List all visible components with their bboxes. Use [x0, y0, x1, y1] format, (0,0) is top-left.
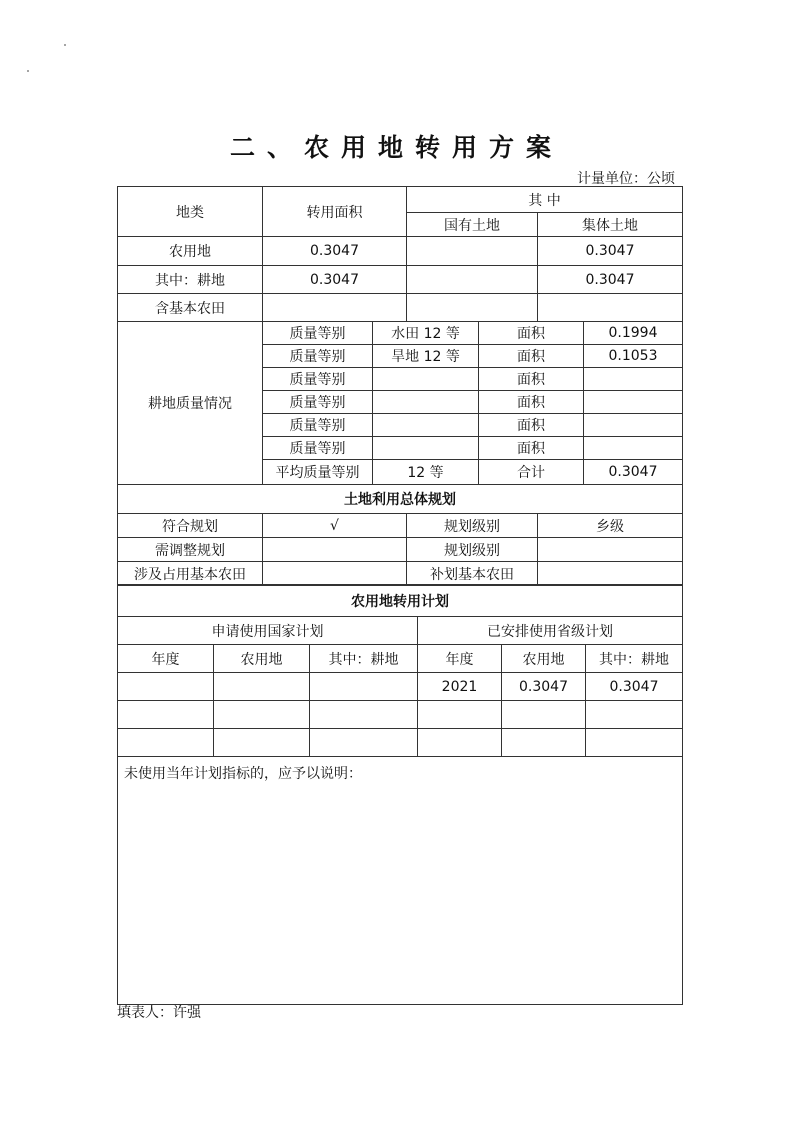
quality-grade — [373, 368, 479, 391]
planning-header: 土地利用总体规划 — [118, 485, 683, 514]
unused-plan-note — [118, 757, 683, 1005]
converted-area-value: 0.3047 — [263, 266, 407, 294]
national-plan-header: 申请使用国家计划 — [118, 617, 418, 645]
quality-key: 质量等别 — [263, 391, 373, 414]
planning-level-value: 乡级 — [538, 514, 683, 538]
note-text: 未使用当年计划指标的，应予以说明： — [124, 766, 362, 782]
area-key: 面积 — [479, 437, 584, 460]
measurement-unit: 计量单位：公顷 — [577, 171, 675, 187]
header-state-land: 国有土地 — [407, 213, 538, 237]
page-title: 二、农用地转用方案 — [229, 133, 563, 162]
state-land-value — [407, 294, 538, 322]
area-key: 面积 — [479, 391, 584, 414]
area-value — [584, 368, 683, 391]
collective-land-value: 0.3047 — [538, 266, 683, 294]
table-row — [118, 538, 683, 562]
table-row — [118, 322, 683, 345]
header-collective-land: 集体土地 — [538, 213, 683, 237]
quality-label: 耕地质量情况 — [118, 322, 263, 485]
header-among: 其 中 — [407, 187, 683, 213]
table-cell — [310, 673, 418, 701]
area-value — [584, 414, 683, 437]
quality-grade — [373, 391, 479, 414]
quality-key: 质量等别 — [263, 437, 373, 460]
table-cell — [502, 701, 586, 729]
table-cell: 0.3047 — [502, 673, 586, 701]
converted-area-value — [263, 294, 407, 322]
col-year: 年度 — [118, 645, 214, 673]
state-land-value — [407, 266, 538, 294]
state-land-value — [407, 237, 538, 266]
collective-land-value — [538, 294, 683, 322]
provincial-plan-header: 已安排使用省级计划 — [418, 617, 683, 645]
col-agricultural: 农用地 — [502, 645, 586, 673]
table-cell — [418, 729, 502, 757]
area-value — [584, 437, 683, 460]
area-value — [584, 391, 683, 414]
collective-land-value: 0.3047 — [538, 237, 683, 266]
area-value: 0.3047 — [584, 460, 683, 485]
conversion-table — [117, 186, 683, 485]
table-row — [118, 266, 683, 294]
table-row — [118, 514, 683, 538]
table-cell — [118, 701, 214, 729]
area-value: 0.1053 — [584, 345, 683, 368]
scan-speck — [64, 44, 66, 46]
table-header-row — [118, 645, 683, 673]
quality-grade — [373, 414, 479, 437]
area-key: 面积 — [479, 322, 584, 345]
quality-grade — [373, 437, 479, 460]
table-row — [118, 562, 683, 586]
quality-key: 质量等别 — [263, 345, 373, 368]
quality-key: 质量等别 — [263, 414, 373, 437]
table-cell — [586, 701, 683, 729]
quality-key: 质量等别 — [263, 368, 373, 391]
planning-level-label: 规划级别 — [407, 538, 538, 562]
table-cell — [418, 701, 502, 729]
table-cell — [118, 673, 214, 701]
planning-level-label: 规划级别 — [407, 514, 538, 538]
table-row — [118, 701, 683, 729]
area-value: 0.1994 — [584, 322, 683, 345]
table-cell — [118, 729, 214, 757]
planning-label: 符合规划 — [118, 514, 263, 538]
col-cultivated: 其中：耕地 — [586, 645, 683, 673]
col-year: 年度 — [418, 645, 502, 673]
planning-level-label: 补划基本农田 — [407, 562, 538, 586]
header-land-type: 地类 — [118, 187, 263, 237]
plan-table — [117, 584, 683, 1005]
area-key: 合计 — [479, 460, 584, 485]
planning-mark — [263, 538, 407, 562]
quality-grade: 12 等 — [373, 460, 479, 485]
row-label: 含基本农田 — [118, 294, 263, 322]
col-agricultural: 农用地 — [214, 645, 310, 673]
scan-speck — [27, 70, 29, 72]
area-key: 面积 — [479, 345, 584, 368]
table-cell — [214, 673, 310, 701]
quality-key: 质量等别 — [263, 322, 373, 345]
planning-level-value — [538, 562, 683, 586]
quality-grade: 旱地 12 等 — [373, 345, 479, 368]
planning-label: 需调整规划 — [118, 538, 263, 562]
table-row — [118, 729, 683, 757]
area-key: 面积 — [479, 368, 584, 391]
row-label: 其中：耕地 — [118, 266, 263, 294]
table-row — [118, 294, 683, 322]
row-label: 农用地 — [118, 237, 263, 266]
converted-area-value: 0.3047 — [263, 237, 407, 266]
table-cell — [214, 701, 310, 729]
form-filler: 填表人：许强 — [117, 1005, 201, 1021]
quality-grade: 水田 12 等 — [373, 322, 479, 345]
quality-key: 平均质量等别 — [263, 460, 373, 485]
planning-mark — [263, 562, 407, 586]
table-cell: 0.3047 — [586, 673, 683, 701]
planning-mark: √ — [263, 514, 407, 538]
planning-table — [117, 484, 683, 586]
table-cell — [502, 729, 586, 757]
table-cell — [310, 729, 418, 757]
planning-level-value — [538, 538, 683, 562]
header-converted-area: 转用面积 — [263, 187, 407, 237]
planning-label: 涉及占用基本农田 — [118, 562, 263, 586]
table-cell: 2021 — [418, 673, 502, 701]
plan-header: 农用地转用计划 — [118, 585, 683, 617]
table-cell — [586, 729, 683, 757]
area-key: 面积 — [479, 414, 584, 437]
table-row — [118, 237, 683, 266]
table-cell — [310, 701, 418, 729]
col-cultivated: 其中：耕地 — [310, 645, 418, 673]
table-cell — [214, 729, 310, 757]
table-row — [118, 673, 683, 701]
